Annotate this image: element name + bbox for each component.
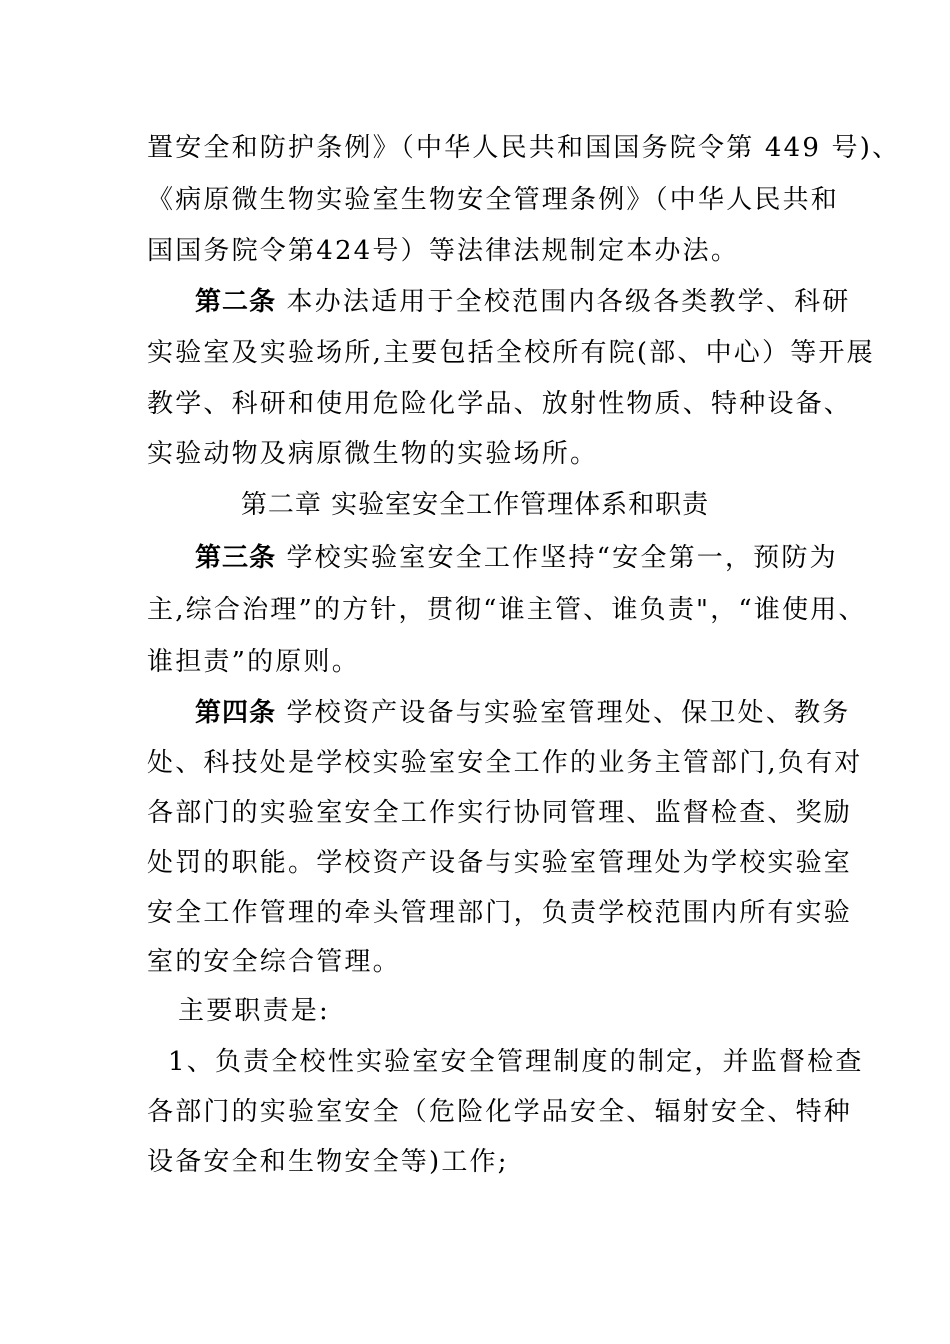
duty-1-first-line: 1、负责全校性实验室安全管理制度的制定，并监督检查 bbox=[168, 1047, 864, 1077]
article-4-text: 学校资产设备与实验室管理处、保卫处、教务 bbox=[276, 698, 851, 728]
text-line: 安全工作管理的牵头管理部门，负责学校范围内所有实验 bbox=[147, 898, 853, 928]
text-line: 各部门的实验室安全（危险化学品安全、辐射安全、特种 bbox=[147, 1097, 853, 1127]
text-line: 处罚的职能。学校资产设备与实验室管理处为学校实验室 bbox=[147, 848, 853, 878]
text-line: 处、科技处是学校实验室安全工作的业务主管部门,负有对 bbox=[147, 748, 863, 778]
chapter-heading: 第二章 实验室安全工作管理体系和职责 bbox=[240, 490, 710, 520]
text-line: 《病原微生物实验室生物安全管理条例》（中华人民共和 bbox=[147, 185, 840, 215]
text-line: 设备安全和生物安全等)工作; bbox=[147, 1147, 509, 1177]
text-line: 室的安全综合管理。 bbox=[147, 947, 401, 977]
text-line: 实验室及实验场所,主要包括全校所有院(部、中心）等开展 bbox=[147, 338, 875, 368]
duties-label: 主要职责是: bbox=[178, 996, 330, 1026]
article-3-first-line bbox=[195, 538, 838, 578]
article-3-text: 学校实验室安全工作坚持“安全第一，预防为 bbox=[276, 543, 838, 573]
text-line: 置安全和防护条例》（中华人民共和国国务院令第 449 号)、 bbox=[147, 133, 901, 163]
article-2-text: 本办法适用于全校范围内各级各类教学、科研 bbox=[276, 287, 851, 317]
text-line: 谁担责”的原则。 bbox=[147, 647, 360, 677]
text-line: 各部门的实验室安全工作实行协同管理、监督检查、奖励 bbox=[147, 798, 853, 828]
text-line: 教学、科研和使用危险化学品、放射性物质、特种设备、 bbox=[147, 389, 853, 419]
text-line: 主,综合治理”的方针，贯彻“谁主管、谁负责"，“谁使用、 bbox=[147, 595, 867, 625]
article-4-label: 第四条 bbox=[195, 698, 277, 728]
text-line: 实验动物及病原微生物的实验场所。 bbox=[147, 439, 599, 469]
article-4-first-line bbox=[195, 693, 850, 733]
text-line: 国国务院令第424号）等法律法规制定本办法。 bbox=[147, 236, 740, 266]
article-3-label: 第三条 bbox=[195, 543, 277, 573]
article-2-label: 第二条 bbox=[195, 287, 277, 317]
article-2-first-line bbox=[195, 282, 850, 322]
